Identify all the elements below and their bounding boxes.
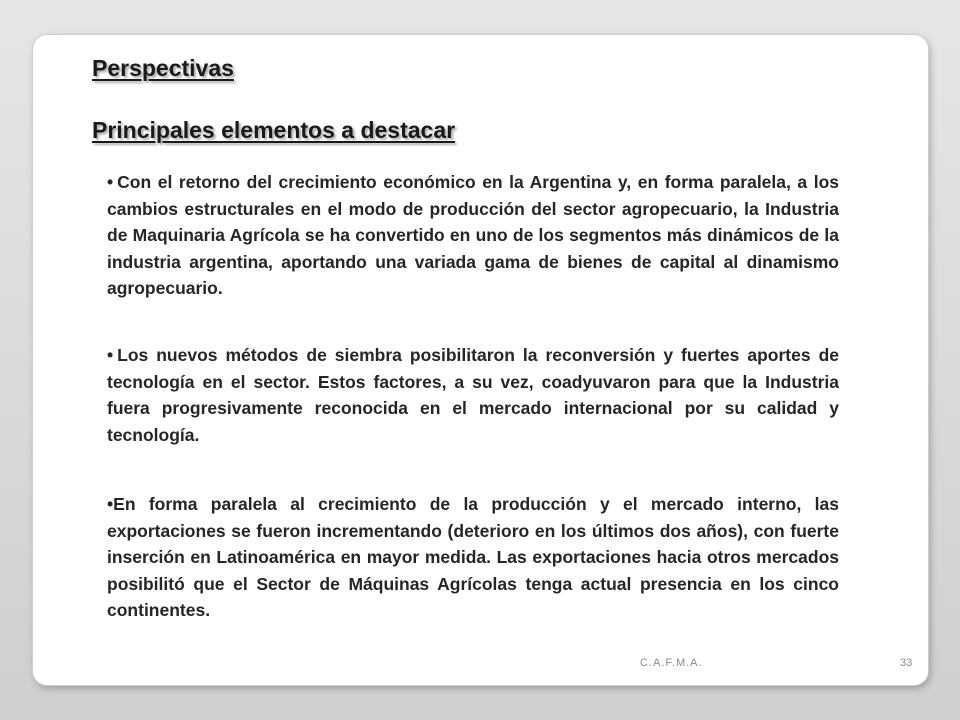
bullet-text: Con el retorno del crecimiento económico en la Argentina y, en forma paralela, a los cambios estructurales en el modo de producción del sector agropecuario, la Industria de Maquinaria Agrícola se ha convertido en uno de los segmentos más dinámicos de la industria argentina, aportando una variada gama de bienes de capital al dinamismo agropecuario.	[107, 172, 839, 298]
bullet-marker: •	[107, 494, 114, 514]
page-number: 33	[900, 657, 913, 669]
slide-title: Perspectivas	[92, 55, 234, 81]
bullet-marker: •	[107, 172, 114, 192]
bullet-item	[107, 169, 839, 302]
bullet-text: Los nuevos métodos de siembra posibilitaron la reconversión y fuertes aportes de tecnología en el sector. Estos factores, a su vez, coadyuvaron para que la Industria fuera progresivamente reconocida en el mercado internacional por su calidad y tecnología.	[107, 345, 839, 445]
bullet-item	[107, 342, 839, 448]
bullet-text: En forma paralela al crecimiento de la producción y el mercado interno, las exportaciones se fueron incrementando (deterioro en los últimos dos años), con fuerte inserción en Latinoamérica en mayor medida. Las exportaciones hacia otros mercados posibilitó que el Sector de Máquinas Agrícolas tenga actual presencia en los cinco continentes.	[107, 494, 839, 620]
bullet-marker: •	[107, 345, 114, 365]
slide-subtitle: Principales elementos a destacar	[92, 117, 456, 143]
footer-org: C.A.F.M.A.	[640, 657, 703, 669]
bullet-item	[107, 491, 839, 624]
